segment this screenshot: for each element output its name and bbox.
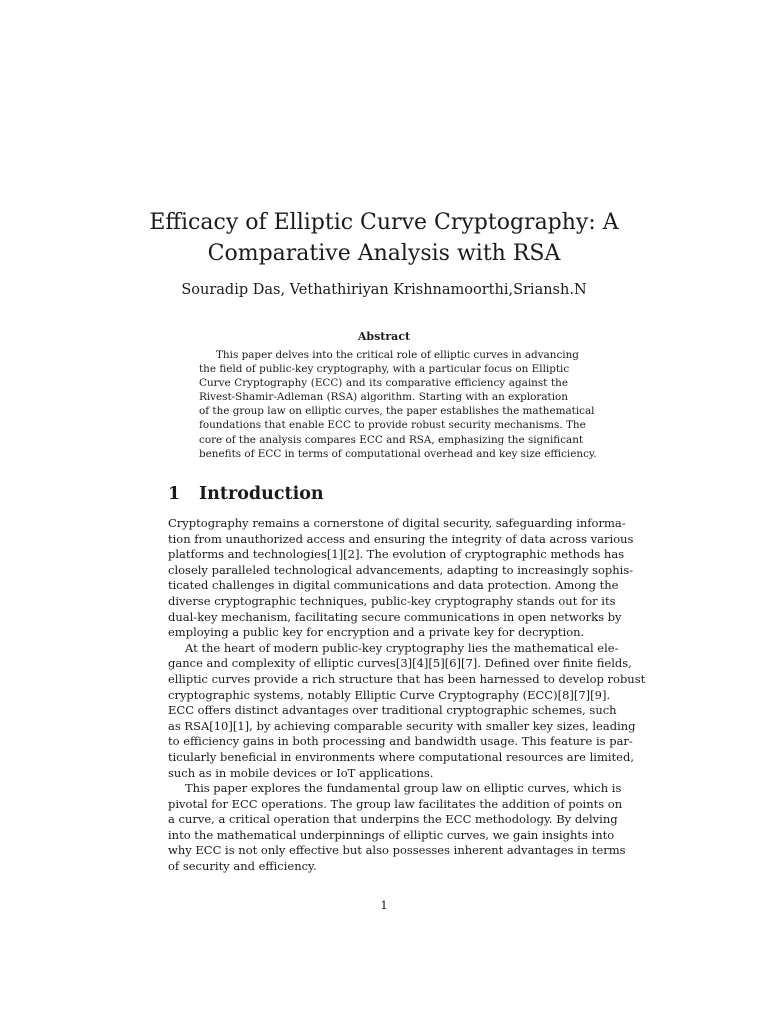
paper-title <box>100 207 668 269</box>
abstract-line: Curve Cryptography (ECC) and its comparative efficiency against the <box>199 377 568 390</box>
abstract-body <box>199 348 597 461</box>
abstract-line: benefits of ECC in terms of computational overhead and key size efficiency. <box>199 447 597 460</box>
abstract-line: foundations that enable ECC to provide robust security mechanisms. The <box>199 419 586 432</box>
body-line: elliptic curves provide a rich structure that has been harnessed to develop robust <box>168 671 646 686</box>
section-title: Introduction <box>199 484 324 504</box>
body-line: a curve, a critical operation that underpins the ECC methodology. By delving <box>168 812 618 827</box>
body-line: into the mathematical underpinnings of elliptic curves, we gain insights into <box>168 827 615 842</box>
section-body <box>168 516 646 875</box>
body-line: such as in mobile devices or IoT applications. <box>168 765 434 780</box>
body-line: ECC offers distinct advantages over traditional cryptographic schemes, such <box>168 703 617 718</box>
page-number: 1 <box>380 898 388 912</box>
title-line-2: Comparative Analysis with RSA <box>207 241 561 266</box>
body-line: At the heart of modern public-key cryptography lies the mathematical ele- <box>185 640 619 655</box>
body-line: tion from unauthorized access and ensuring the integrity of data across various <box>168 531 634 546</box>
body-line: ticated challenges in digital communications and data protection. Among the <box>168 578 619 593</box>
body-line: platforms and technologies[1][2]. The evolution of cryptographic methods has <box>168 547 625 562</box>
body-line: cryptographic systems, notably Elliptic Curve Cryptography (ECC)[8][7][9]. <box>168 687 611 702</box>
body-line: of security and efficiency. <box>168 859 317 874</box>
abstract-line: of the group law on elliptic curves, the paper establishes the mathematical <box>199 405 595 418</box>
body-line: closely paralleled technological advancements, adapting to increasingly sophis- <box>168 562 634 577</box>
abstract-heading: Abstract <box>357 330 411 343</box>
abstract-line: This paper delves into the critical role of elliptic curves in advancing <box>216 349 579 361</box>
body-line: to efficiency gains in both processing and bandwidth usage. This feature is par- <box>168 734 633 749</box>
abstract-line: the field of public-key cryptography, with a particular focus on Elliptic <box>199 363 570 376</box>
body-line: gance and complexity of elliptic curves[3][4][5][6][7]. Defined over finite fields, <box>168 656 632 671</box>
body-line: diverse cryptographic techniques, public-key cryptography stands out for its <box>168 593 616 608</box>
section-number: 1 <box>168 484 181 504</box>
abstract-line: core of the analysis compares ECC and RSA, emphasizing the significant <box>199 433 584 446</box>
title-line-1: Efficacy of Elliptic Curve Cryptography: A <box>149 210 619 235</box>
body-line: Cryptography remains a cornerstone of digital security, safeguarding informa- <box>168 516 626 530</box>
body-line: dual-key mechanism, facilitating secure communications in open networks by <box>168 609 622 624</box>
body-line: This paper explores the fundamental group law on elliptic curves, which is <box>185 781 622 796</box>
body-line: ticularly beneficial in environments where computational resources are limited, <box>168 749 634 764</box>
author-list: Souradip Das, Vethathiriyan Krishnamoorthi,Sriansh.N <box>181 282 587 298</box>
section-heading <box>168 483 324 505</box>
abstract-line: Rivest-Shamir-Adleman (RSA) algorithm. Starting with an exploration <box>199 391 568 404</box>
body-line: employing a public key for encryption and a private key for decryption. <box>168 625 585 640</box>
body-line: pivotal for ECC operations. The group law facilitates the addition of points on <box>168 796 623 811</box>
body-line: as RSA[10][1], by achieving comparable security with smaller key sizes, leading <box>168 718 636 733</box>
body-line: why ECC is not only effective but also possesses inherent advantages in terms <box>168 843 626 858</box>
